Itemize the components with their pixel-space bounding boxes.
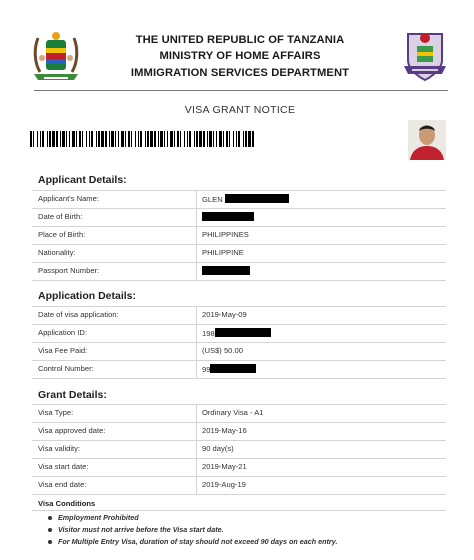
column-divider xyxy=(196,405,197,422)
column-divider xyxy=(196,191,197,208)
row-label: Nationality: xyxy=(38,248,76,257)
row-value: 2019-May-16 xyxy=(202,426,247,435)
column-divider xyxy=(196,307,197,324)
application-section-title: Application Details: xyxy=(38,290,137,302)
row-value: (US$) 50.00 xyxy=(202,346,243,355)
row-value: 99 xyxy=(202,365,211,374)
redaction-bar xyxy=(215,328,271,337)
application-id-value xyxy=(202,328,271,338)
visa-conditions-title: Visa Conditions xyxy=(38,499,96,508)
row-label: Control Number: xyxy=(38,364,94,373)
applicant-name-value xyxy=(202,194,289,204)
row-value: 2019-Aug-19 xyxy=(202,480,246,489)
row-label: Application ID: xyxy=(38,328,87,337)
coat-of-arms-emblem xyxy=(30,28,82,84)
column-divider xyxy=(196,209,197,226)
redaction-bar xyxy=(210,364,256,373)
row-label: Passport Number: xyxy=(38,266,100,275)
table-row xyxy=(32,263,446,281)
applicant-table xyxy=(32,190,446,281)
control-number-value xyxy=(202,364,256,374)
passport-number-value xyxy=(202,266,250,276)
table-row xyxy=(32,227,446,245)
column-divider xyxy=(196,441,197,458)
row-label: Visa validity: xyxy=(38,444,81,453)
header-department: IMMIGRATION SERVICES DEPARTMENT xyxy=(130,67,350,79)
row-value: PHILIPPINES xyxy=(202,230,249,239)
row-label: Visa start date: xyxy=(38,462,89,471)
column-divider xyxy=(196,459,197,476)
row-label: Date of visa application: xyxy=(38,310,119,319)
table-row xyxy=(32,209,446,227)
date-of-birth-value xyxy=(202,212,254,222)
column-divider xyxy=(196,227,197,244)
row-value: 90 day(s) xyxy=(202,444,234,453)
redaction-bar xyxy=(202,212,254,221)
table-row xyxy=(32,477,446,495)
list-item: For Multiple Entry Visa, duration of stay should not exceed 90 days on each entry. xyxy=(48,536,448,548)
header-ministry: MINISTRY OF HOME AFFAIRS xyxy=(159,50,321,62)
column-divider xyxy=(196,325,197,342)
table-row xyxy=(32,245,446,263)
header-country: THE UNITED REPUBLIC OF TANZANIA xyxy=(135,34,345,46)
row-value: 2019-May-09 xyxy=(202,310,247,319)
table-row xyxy=(32,423,446,441)
row-label: Applicant's Name: xyxy=(38,194,99,203)
list-item: Visitor must not arrive before the Visa start date. xyxy=(48,524,448,536)
table-row xyxy=(32,343,446,361)
application-table xyxy=(32,306,446,379)
applicant-section-title: Applicant Details: xyxy=(38,174,127,186)
row-value: GLEN xyxy=(202,195,223,204)
conditions-divider xyxy=(32,510,446,511)
list-item: Employment Prohibited xyxy=(48,512,448,524)
row-value: PHILIPPINE xyxy=(202,248,244,257)
row-label: Visa Fee Paid: xyxy=(38,346,88,355)
table-row xyxy=(32,441,446,459)
column-divider xyxy=(196,477,197,494)
column-divider xyxy=(196,361,197,378)
table-row xyxy=(32,191,446,209)
grant-table xyxy=(32,404,446,495)
row-label: Place of Birth: xyxy=(38,230,86,239)
row-label: Visa Type: xyxy=(38,408,74,417)
column-divider xyxy=(196,263,197,280)
table-row xyxy=(32,325,446,343)
column-divider xyxy=(196,423,197,440)
row-label: Visa approved date: xyxy=(38,426,106,435)
table-row xyxy=(32,405,446,423)
table-row xyxy=(32,307,446,325)
visa-conditions-list xyxy=(48,512,448,548)
column-divider xyxy=(196,343,197,360)
redaction-bar xyxy=(202,266,250,275)
notice-title: VISA GRANT NOTICE xyxy=(184,104,296,116)
header-divider xyxy=(34,90,448,91)
immigration-badge-emblem xyxy=(402,28,448,82)
row-label: Date of Birth: xyxy=(38,212,83,221)
table-row xyxy=(32,459,446,477)
redaction-bar xyxy=(225,194,289,203)
row-label: Visa end date: xyxy=(38,480,87,489)
table-row xyxy=(32,361,446,379)
column-divider xyxy=(196,245,197,262)
grant-section-title: Grant Details: xyxy=(38,389,107,401)
row-value: 2019-May-21 xyxy=(202,462,247,471)
applicant-photo xyxy=(408,120,446,160)
barcode xyxy=(30,131,254,147)
row-value: 198 xyxy=(202,329,215,338)
row-value: Ordinary Visa - A1 xyxy=(202,408,264,417)
